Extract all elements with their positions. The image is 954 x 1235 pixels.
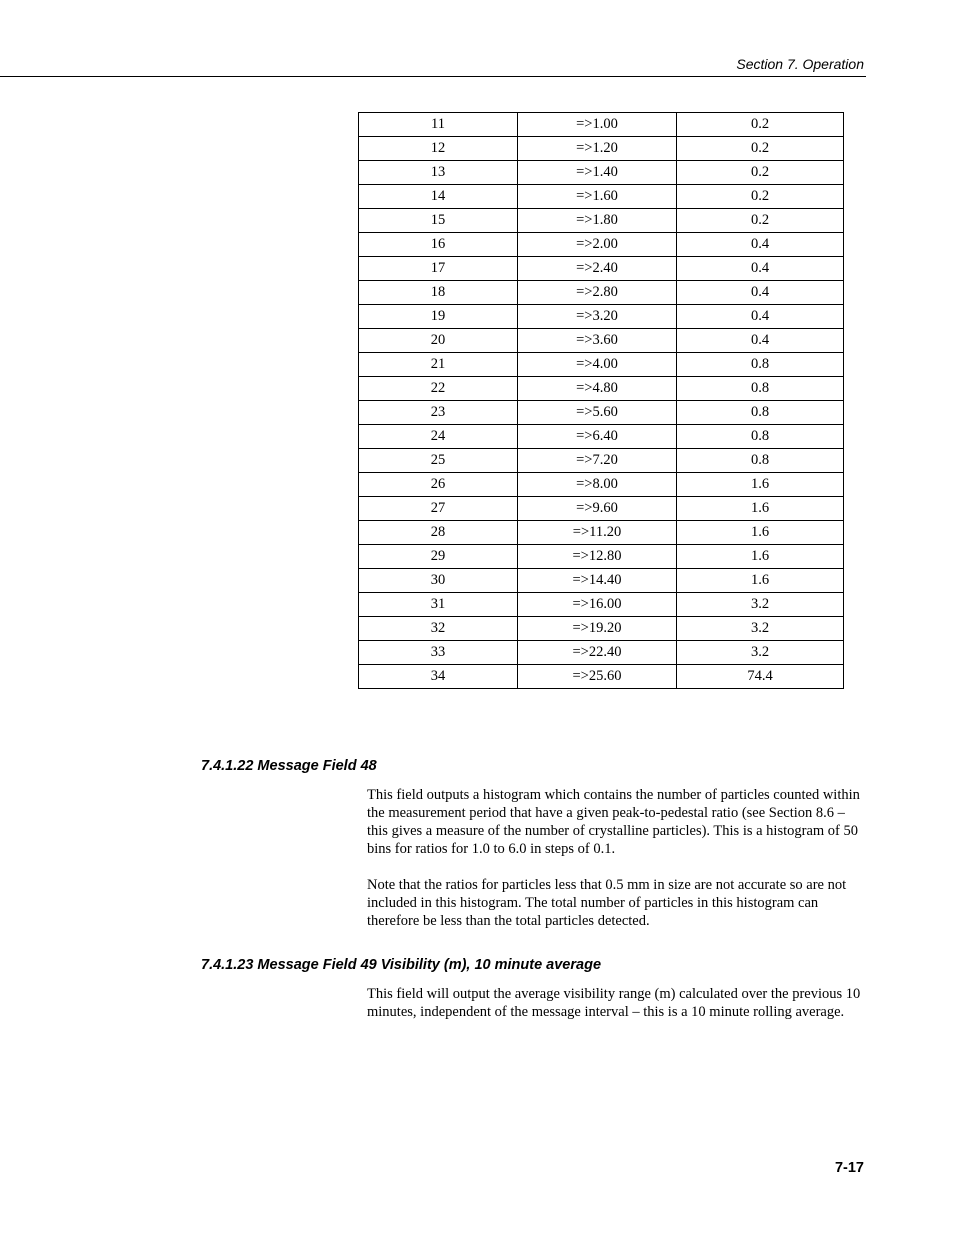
table-row [359,545,844,569]
table-row [359,281,844,305]
size-threshold-cell: =>16.00 [518,593,677,617]
bin-number-cell: 20 [359,329,518,353]
size-threshold-cell: =>22.40 [518,641,677,665]
size-threshold-cell: =>12.80 [518,545,677,569]
bin-width-cell: 0.4 [677,233,844,257]
bin-width-cell: 1.6 [677,545,844,569]
bin-number-cell: 14 [359,185,518,209]
bin-width-cell: 0.4 [677,257,844,281]
bin-number-cell: 34 [359,665,518,689]
table-row [359,593,844,617]
bin-width-cell: 1.6 [677,569,844,593]
size-threshold-cell: =>2.80 [518,281,677,305]
bin-width-cell: 0.8 [677,353,844,377]
table-row [359,257,844,281]
table-row [359,209,844,233]
table-row [359,617,844,641]
bin-width-cell: 0.8 [677,401,844,425]
size-threshold-cell: =>1.60 [518,185,677,209]
size-threshold-cell: =>1.80 [518,209,677,233]
bin-number-cell: 24 [359,425,518,449]
bin-number-cell: 12 [359,137,518,161]
table-row [359,161,844,185]
bin-number-cell: 16 [359,233,518,257]
bin-number-cell: 19 [359,305,518,329]
table-row [359,377,844,401]
size-threshold-cell: =>9.60 [518,497,677,521]
size-threshold-cell: =>1.00 [518,113,677,137]
bin-number-cell: 27 [359,497,518,521]
size-threshold-cell: =>19.20 [518,617,677,641]
bin-number-cell: 18 [359,281,518,305]
bin-width-cell: 0.2 [677,113,844,137]
table-row [359,233,844,257]
table-row [359,425,844,449]
table-row [359,641,844,665]
section-heading-field-49: 7.4.1.23 Message Field 49 Visibility (m), 10 minute average [201,957,602,973]
table-row [359,329,844,353]
size-threshold-cell: =>4.80 [518,377,677,401]
paragraph-field-48-note: Note that the ratios for particles less that 0.5 mm in size are not accurate so are not included in this histogram. The total number of particles in this histogram can therefore be less than the total particles detected. [367,877,847,929]
section-heading-field-48: 7.4.1.22 Message Field 48 [201,758,377,774]
size-threshold-cell: =>8.00 [518,473,677,497]
table-row [359,353,844,377]
size-threshold-cell: =>1.20 [518,137,677,161]
table-row [359,137,844,161]
size-bins-table [358,112,844,689]
page-number: 7-17 [834,1160,864,1176]
size-threshold-cell: =>3.20 [518,305,677,329]
bin-number-cell: 11 [359,113,518,137]
table-row [359,521,844,545]
table-row [359,449,844,473]
size-threshold-cell: =>2.40 [518,257,677,281]
size-threshold-cell: =>7.20 [518,449,677,473]
bin-number-cell: 26 [359,473,518,497]
bin-width-cell: 1.6 [677,521,844,545]
bin-number-cell: 32 [359,617,518,641]
size-threshold-cell: =>14.40 [518,569,677,593]
bin-width-cell: 0.2 [677,185,844,209]
table-row [359,497,844,521]
table-row [359,665,844,689]
bin-width-cell: 0.8 [677,377,844,401]
table-row [359,185,844,209]
size-threshold-cell: =>2.00 [518,233,677,257]
size-bins-table-body [359,113,844,689]
bin-width-cell: 0.4 [677,329,844,353]
bin-width-cell: 3.2 [677,617,844,641]
bin-number-cell: 31 [359,593,518,617]
bin-width-cell: 1.6 [677,473,844,497]
bin-number-cell: 21 [359,353,518,377]
table-row [359,401,844,425]
bin-number-cell: 30 [359,569,518,593]
size-threshold-cell: =>25.60 [518,665,677,689]
bin-number-cell: 25 [359,449,518,473]
bin-number-cell: 13 [359,161,518,185]
bin-number-cell: 29 [359,545,518,569]
table-row [359,569,844,593]
table-row [359,305,844,329]
bin-number-cell: 22 [359,377,518,401]
bin-width-cell: 0.2 [677,137,844,161]
size-threshold-cell: =>5.60 [518,401,677,425]
bin-width-cell: 3.2 [677,593,844,617]
size-threshold-cell: =>3.60 [518,329,677,353]
bin-number-cell: 15 [359,209,518,233]
bin-number-cell: 23 [359,401,518,425]
bin-number-cell: 33 [359,641,518,665]
bin-width-cell: 3.2 [677,641,844,665]
size-threshold-cell: =>11.20 [518,521,677,545]
running-header: Section 7. Operation [736,56,864,72]
table-row [359,473,844,497]
size-threshold-cell: =>1.40 [518,161,677,185]
bin-number-cell: 28 [359,521,518,545]
table-row [359,113,844,137]
bin-width-cell: 74.4 [677,665,844,689]
paragraph-field-49-description: This field will output the average visibility range (m) calculated over the previous 10 minutes, independent of the message interval – this is a 10 minute rolling average. [367,986,861,1020]
bin-number-cell: 17 [359,257,518,281]
bin-width-cell: 0.8 [677,425,844,449]
header-rule [0,76,866,77]
bin-width-cell: 1.6 [677,497,844,521]
bin-width-cell: 0.2 [677,161,844,185]
bin-width-cell: 0.8 [677,449,844,473]
size-threshold-cell: =>6.40 [518,425,677,449]
size-threshold-cell: =>4.00 [518,353,677,377]
bin-width-cell: 0.4 [677,281,844,305]
paragraph-field-48-description: This field outputs a histogram which contains the number of particles counted within the measurement period that have a given peak-to-pedestal ratio (see Section 8.6 – this gives a measure of the number of crystalline particles). This is a histogram of 50 bins for ratios for 1.0 to 6.0 in steps of 0.1. [367,787,860,857]
bin-width-cell: 0.2 [677,209,844,233]
bin-width-cell: 0.4 [677,305,844,329]
